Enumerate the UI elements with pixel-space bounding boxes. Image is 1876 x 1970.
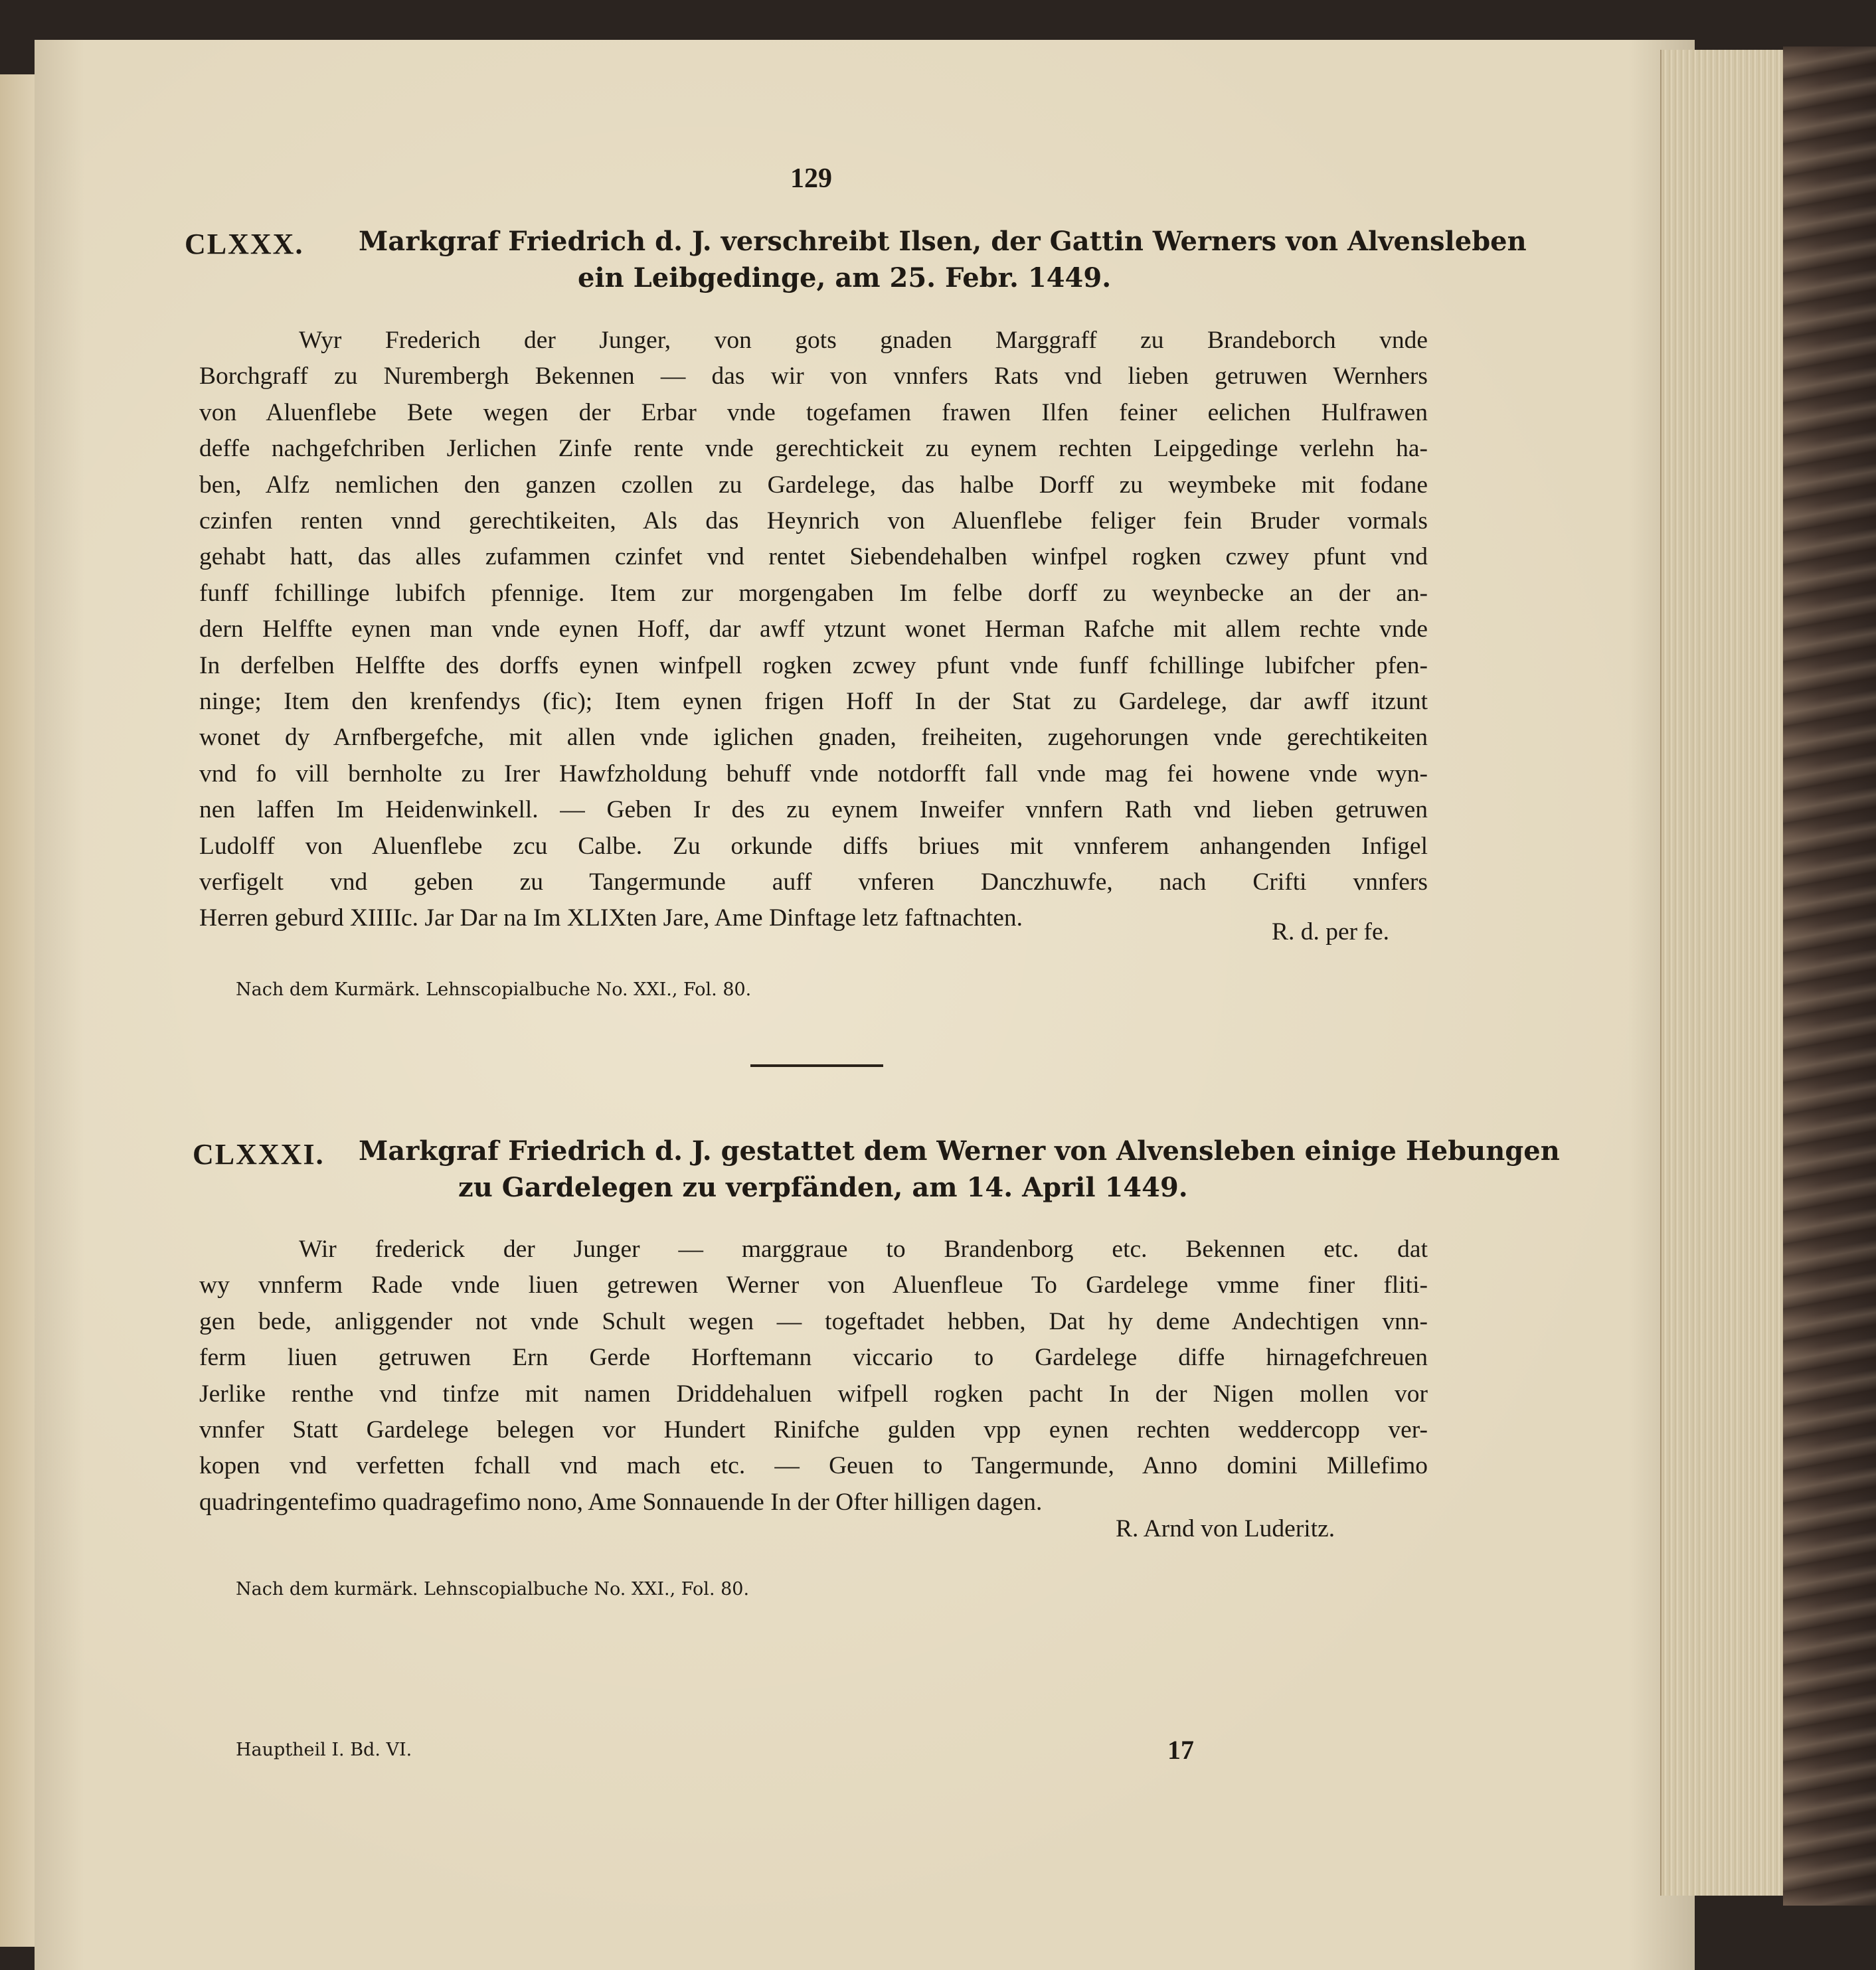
- body-line: funff fchillinge lubifch pfennige. Item zur morgengaben Im felbe dorff zu weynbecke an der an-: [199, 579, 1428, 607]
- body-line: Herren geburd XIIIIc. Jar Dar na Im XLIXten Jare, Ame Dinftage letz faftnachten.: [199, 904, 1023, 932]
- source-citation: Nach dem Kurmärk. Lehnscopialbuche No. XXI., Fol. 80.: [236, 979, 752, 1000]
- body-line: ferm liuen getruwen Ern Gerde Horftemann viccario to Gardelege diffe hirnagefchreuen: [199, 1344, 1428, 1372]
- body-line: vnnfer Statt Gardelege belegen vor Hundert Rinifche gulden vpp eynen rechten weddercopp ver-: [199, 1416, 1428, 1443]
- body-line: von Aluenflebe Bete wegen der Erbar vnde togefamen frawen Ilfen feiner eelichen Hulfrawen: [199, 398, 1428, 426]
- footer-volume-label: Hauptheil I. Bd. VI.: [236, 1740, 412, 1760]
- body-line: czinfen renten vnnd gerechtikeiten, Als das Heynrich von Aluenflebe feliger fein Bruder vormals: [199, 507, 1428, 534]
- body-line: deffe nachgefchriben Jerlichen Zinfe rente vnde gerechtickeit zu eynem rechten Leipgedinge verlehn ha-: [199, 435, 1428, 463]
- body-line: verfigelt vnd geben zu Tangermunde auff vnferen Danczhuwfe, nach Crifti vnnfers: [199, 868, 1428, 896]
- book-cover: [1783, 46, 1876, 1906]
- document-numeral: CLXXXI.: [193, 1138, 325, 1171]
- body-line: ninge; Item den krenfendys (fic); Item eynen frigen Hoff In der Stat zu Gardelege, dar awff itzunt: [199, 688, 1428, 715]
- document-signature: R. d. per fe.: [1272, 918, 1390, 945]
- left-page-edge: [0, 74, 36, 1947]
- body-line: kopen vnd verfetten fchall vnd mach etc. — Geuen to Tangermunde, Anno domini Millefimo: [199, 1452, 1428, 1480]
- body-line: quadringentefimo quadragefimo nono, Ame Sonnauende In der Ofter hilligen dagen.: [199, 1488, 1043, 1516]
- document-signature: R. Arnd von Luderitz.: [1116, 1515, 1335, 1542]
- document-heading: Markgraf Friedrich d. J. verschreibt Ilsen, der Gattin Werners von Alvensleben: [359, 226, 1527, 257]
- body-line: Borchgraff zu Nurembergh Bekennen — das wir von vnnfers Rats vnd lieben getruwen Wernhers: [199, 363, 1428, 390]
- document-numeral: CLXXX.: [185, 228, 304, 260]
- document-heading-continued: zu Gardelegen zu verpfänden, am 14. April 1449.: [458, 1172, 1188, 1203]
- body-line: In derfelben Helffte des dorffs eynen winfpell rogken zcwey pfunt vnde funff fchillinge lubifcher pfen-: [199, 651, 1428, 679]
- body-line: vnd fo vill bernholte zu Irer Hawfzholdung behuff vnde notdorfft fall vnde mag fei howene vnde wyn-: [199, 760, 1428, 787]
- body-line: dern Helffte eynen man vnde eynen Hoff, dar awff ytzunt wonet Herman Rafche mit allem rechte vnde: [199, 616, 1428, 643]
- body-line: wonet dy Arnfbergefche, mit allen vnde iglichen gnaden, freiheiten, zugehorungen vnde gerechtikeiten: [199, 724, 1428, 752]
- body-line: Wyr Frederich der Junger, von gots gnaden Marggraff zu Brandeborch vnde: [299, 327, 1428, 354]
- footer-signature-mark: 17: [1167, 1735, 1194, 1765]
- body-line: Wir frederick der Junger — marggraue to Brandenborg etc. Bekennen etc. dat: [299, 1236, 1428, 1263]
- body-line: nen laffen Im Heidenwinkell. — Geben Ir des zu eynem Inweifer vnnfern Rath vnd lieben getruwen: [199, 796, 1428, 824]
- section-divider: [750, 1064, 883, 1067]
- page-number: 129: [790, 163, 832, 194]
- source-citation: Nach dem kurmärk. Lehnscopialbuche No. XXI., Fol. 80.: [236, 1579, 750, 1600]
- body-line: Ludolff von Aluenflebe zcu Calbe. Zu orkunde diffs briues mit vnnferem anhangenden Infigel: [199, 832, 1428, 860]
- document-heading: Markgraf Friedrich d. J. gestattet dem Werner von Alvensleben einige Hebungen: [359, 1135, 1560, 1167]
- document-heading-continued: ein Leibgedinge, am 25. Febr. 1449.: [578, 262, 1112, 293]
- page-edges: [1660, 50, 1786, 1896]
- body-line: gen bede, anliggender not vnde Schult wegen — togeftadet hebben, Dat hy deme Andechtigen vnn-: [199, 1307, 1428, 1335]
- body-line: gehabt hatt, das alles zufammen czinfet vnd rentet Siebendehalben winfpel rogken czwey pfunt vnd: [199, 543, 1428, 571]
- body-line: Jerlike renthe vnd tinfze mit namen Driddehaluen wifpell rogken pacht In der Nigen mollen vor: [199, 1380, 1428, 1408]
- body-line: ben, Alfz nemlichen den ganzen czollen zu Gardelege, das halbe Dorff zu weymbeke mit fodane: [199, 471, 1428, 499]
- body-line: wy vnnferm Rade vnde liuen getrewen Werner von Aluenfleue To Gardelege vmme finer fliti-: [199, 1272, 1428, 1299]
